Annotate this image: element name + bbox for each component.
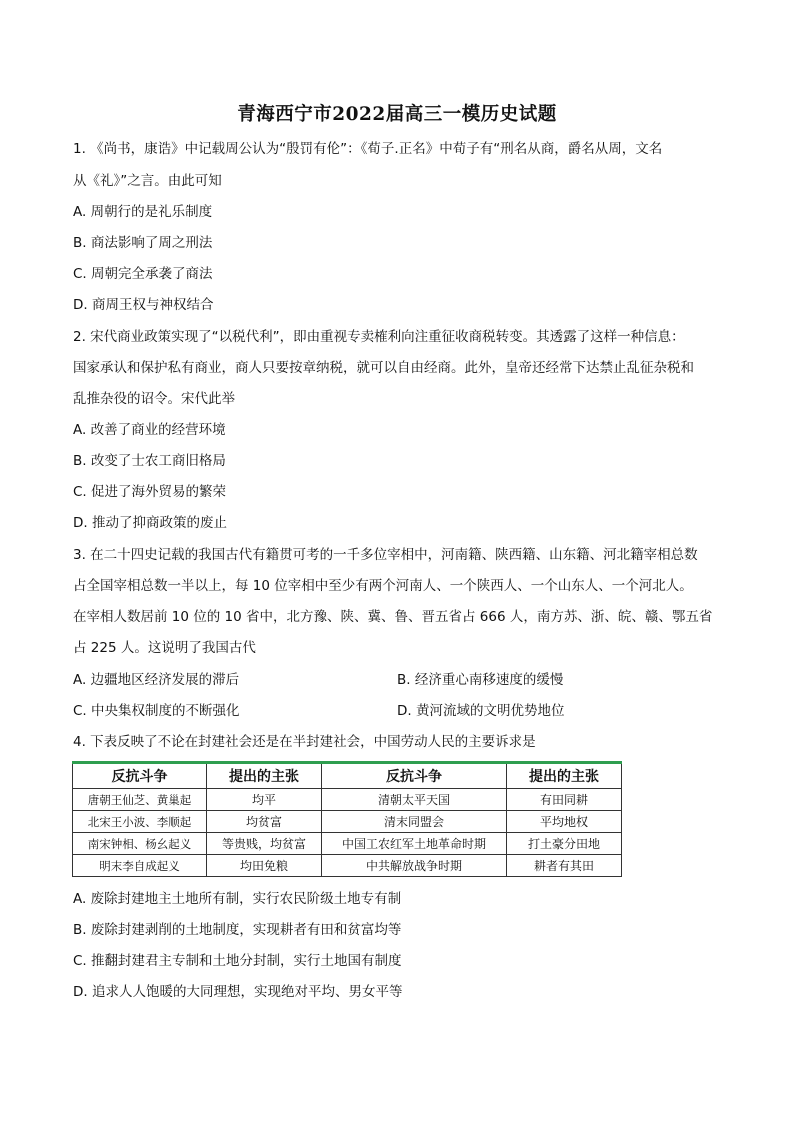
table-cell: 南宋钟相、杨幺起义 — [73, 833, 207, 855]
q4-option-d: D. 追求人人饱暖的大同理想，实现绝对平均、男女平等 — [73, 984, 403, 1000]
q2-stem-line-2: 国家承认和保护私有商业，商人只要按章纳税，就可以自由经商。此外，皇帝还经常下达禁止乱征杂税和 — [73, 360, 694, 376]
q1-stem-line-2: 从《礼》”之言。由此可知 — [73, 173, 222, 189]
q3-stem-line-1: 3. 在二十四史记载的我国古代有籍贯可考的一千多位宰相中，河南籍、陕西籍、山东籍、河北籍宰相总数 — [73, 547, 698, 563]
table-cell: 北宋王小波、李顺起 — [73, 811, 207, 833]
table-cell: 唐朝王仙芝、黄巢起 — [73, 789, 207, 811]
q3-stem-line-2: 占全国宰相总数一半以上，每 10 位宰相中至少有两个河南人、一个陕西人、一个山东人、一个河北人。 — [73, 578, 693, 594]
q2-option-c: C. 促进了海外贸易的繁荣 — [73, 484, 227, 500]
q2-stem-line-3: 乱推杂役的诏令。宋代此举 — [73, 391, 235, 407]
table-cell: 有田同耕 — [507, 789, 622, 811]
table-cell: 平均地权 — [507, 811, 622, 833]
table-header-row — [73, 763, 622, 789]
table-row — [73, 789, 622, 811]
q1-option-c: C. 周朝完全承袭了商法 — [73, 266, 213, 282]
table-row — [73, 833, 622, 855]
table-cell: 打土豪分田地 — [507, 833, 622, 855]
q3-option-b: B. 经济重心南移速度的缓慢 — [397, 672, 564, 688]
table-cell: 均田免粮 — [207, 855, 322, 877]
table-header-cell: 反抗斗争 — [73, 763, 207, 789]
q3-stem-line-3: 在宰相人数居前 10 位的 10 省中，北方豫、陕、冀、鲁、晋五省占 666 人，南方苏、浙、皖、赣、鄂五省 — [73, 609, 713, 625]
table-cell: 耕者有其田 — [507, 855, 622, 877]
table-cell: 均贫富 — [207, 811, 322, 833]
q3-stem-line-4: 占 225 人。这说明了我国古代 — [73, 640, 256, 656]
table-row — [73, 855, 622, 877]
q3-option-c: C. 中央集权制度的不断强化 — [73, 703, 240, 719]
q4-table — [72, 761, 622, 877]
table-cell: 清朝太平天国 — [322, 789, 507, 811]
table-cell: 明末李自成起义 — [73, 855, 207, 877]
q1-option-b: B. 商法影响了周之刑法 — [73, 235, 213, 251]
q2-option-b: B. 改变了士农工商旧格局 — [73, 453, 226, 469]
q1-stem-line-1: 1. 《尚书，康诰》中记载周公认为“殷罚有伦”：《荀子.正名》中荀子有“刑名从商，爵名从周，文名 — [73, 141, 663, 157]
exam-title: 青海西宁市2022届高三一模历史试题 — [237, 104, 557, 125]
q2-option-a: A. 改善了商业的经营环境 — [73, 422, 226, 438]
table-cell: 均平 — [207, 789, 322, 811]
q2-stem-line-1: 2. 宋代商业政策实现了“以税代利”，即由重视专卖榷利向注重征收商税转变。其透露了这样一种信息： — [73, 329, 685, 345]
table-header-cell: 提出的主张 — [207, 763, 322, 789]
q1-option-d: D. 商周王权与神权结合 — [73, 297, 214, 313]
table-cell: 中共解放战争时期 — [322, 855, 507, 877]
table-header-cell: 提出的主张 — [507, 763, 622, 789]
table-row — [73, 811, 622, 833]
q4-option-a: A. 废除封建地主土地所有制，实行农民阶级土地专有制 — [73, 891, 402, 907]
table-cell: 等贵贱，均贫富 — [207, 833, 322, 855]
q3-option-a: A. 边疆地区经济发展的滞后 — [73, 672, 240, 688]
q3-option-d: D. 黄河流域的文明优势地位 — [397, 703, 565, 719]
table-cell: 中国工农红军土地革命时期 — [322, 833, 507, 855]
q4-option-c: C. 推翻封建君主专制和土地分封制，实行土地国有制度 — [73, 953, 402, 969]
q4-option-b: B. 废除封建剥削的土地制度，实现耕者有田和贫富均等 — [73, 922, 402, 938]
table-header-cell: 反抗斗争 — [322, 763, 507, 789]
q4-stem: 4. 下表反映了不论在封建社会还是在半封建社会，中国劳动人民的主要诉求是 — [73, 734, 536, 750]
q1-option-a: A. 周朝行的是礼乐制度 — [73, 204, 213, 220]
table-cell: 清末同盟会 — [322, 811, 507, 833]
q2-option-d: D. 推动了抑商政策的废止 — [73, 515, 227, 531]
